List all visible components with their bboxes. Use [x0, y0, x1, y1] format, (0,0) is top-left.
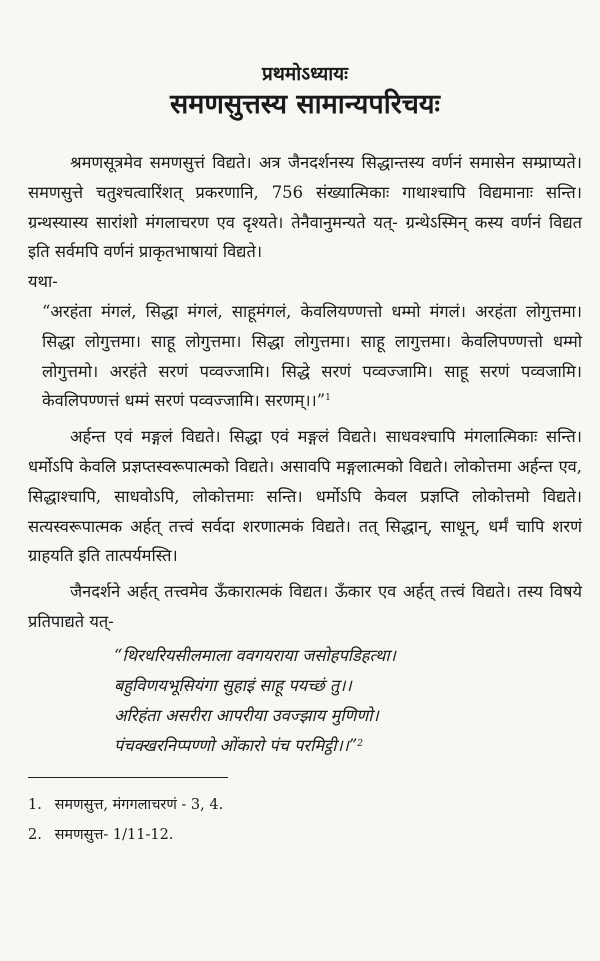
footnote-ref-2: 2 — [357, 738, 363, 749]
footnote-ref-1: 1 — [325, 393, 331, 404]
paragraph-intro: श्रमणसूत्रमेव समणसुत्तं विद्यते। अत्र जैनदर्शनस्य सिद्धान्तस्य वर्णनं समासेन सम्प्राप्यते। समणसुत्ते चतुश्चत्वारिंशत् प्रकरणानि, 756 संख्यात्मिकाः गाथाश्चापि विद्यमानाः सन्ति। ग्रन्थस्यास्य सारांशो मंगलाचरण एव दृश्यते। तेनैवानुमन्यते यत्- ग्रन्थेऽस्मिन् कस्य वर्णनं विद्यत इति सर्वमपि वर्णनं प्राकृतभाषायां विद्यते। — [28, 153, 582, 262]
paragraph-intro-tail: यथा- — [28, 272, 58, 292]
paragraph-explanation: अर्हन्त एवं मङ्गलं विद्यते। सिद्धा एवं मङ्गलं विद्यते। साधवश्चापि मंगलात्मिकाः सन्ति। धर्मोऽपि केवलि प्रज्ञप्तस्वरूपात्मको विद्यते। असावपि मङ्गलात्मको विद्यते। लोकोत्तमा अर्हन्त एव, सिद्धाश्चापि, साधवोऽपि, लोकोत्तमाः सन्ति। धर्मोऽपि केवल प्रज्ञप्ति लोकोत्तमो विद्यते। सत्यस्वरूपात्मक अर्हत् तत्त्वं सर्वदा शरणात्मकं विद्यते। तत् सिद्धान्, साधून्, धर्मं चापि शरणं ग्राहयति इति तात्पर्यमस्ति। — [28, 427, 582, 566]
body-text — [28, 148, 582, 761]
verse-line-text: पंचक्खरनिप्पण्णो ओंकारो पंच परमिट्ठी।।” — [114, 735, 358, 755]
footnote-item — [28, 820, 582, 850]
footnote-number: 1. — [28, 796, 42, 813]
footnotes — [28, 790, 582, 850]
quotation-mangal-text: “अरहंता मंगलं, सिद्धा मंगलं, साहूमंगलं, केवलियण्णत्तो धम्मो मंगलं। अरहंता लोगुत्तमा। सिद्धा लोगुत्तमा। साहू लोगुत्तमा। सिद्धा लोगुत्तमा। साहू लागुत्तमा। केवलिपण्णत्तो धम्मो लोगुत्तमो। अरहंते सरणं पव्वज्जामि। सिद्धे सरणं पव्वज्जामि। साहू सरणं पव्वजामि। केवलिपण्णत्तं धम्मं सरणं पव्वज्जामि। सरणम्।।” — [42, 301, 582, 411]
footnote-number: 2. — [28, 826, 42, 843]
footnote-item — [28, 790, 582, 820]
footnote-divider — [28, 777, 228, 778]
footnote-text: समणसुत्त, मंगगलाचरणं - 3, 4. — [54, 796, 224, 813]
chapter-title: समणसुत्तस्य सामान्यपरिचयः — [169, 89, 441, 120]
quotation-mangal — [28, 297, 582, 416]
chapter-label: प्रथमोऽध्यायः — [261, 63, 349, 85]
verse-line: अरिहंता असरीरा आपरीया उवज्झाय मुणिणो। — [114, 705, 379, 725]
verse-block — [114, 641, 582, 761]
verse-line: बहुविणयभूसियंगा सुहाइं साहू पयच्छं तु।। — [114, 675, 352, 695]
paragraph-omkara: जैनदर्शने अर्हत् तत्त्वमेव ऊँकारात्मकं विद्यत। ऊँकार एव अर्हत् तत्त्वं विद्यते। तस्य विषये प्रतिपाद्यते यत्- — [28, 582, 582, 631]
footnote-text: समणसुत्त- 1/11-12. — [54, 826, 174, 843]
verse-line: “थिरधरियसीलमाला ववगयराया जसोहपडिहत्था। — [114, 645, 396, 665]
verse-line-last — [114, 731, 582, 761]
